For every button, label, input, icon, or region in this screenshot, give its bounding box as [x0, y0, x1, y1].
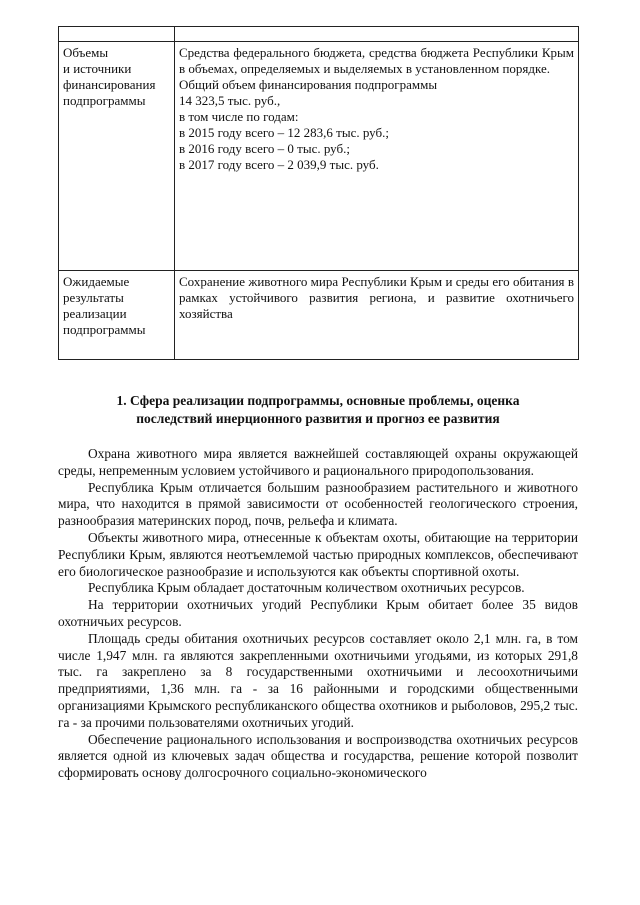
table-row-empty [59, 27, 579, 42]
financing-content [175, 42, 579, 271]
section-body [58, 446, 578, 782]
paragraph: Объекты животного мира, отнесенные к объектам охоты, обитающие на территории Республики Крым, являются неотъемлемой частью природных комплексов, обеспечивают его биологическое разнообразие и используются как объекты спортивной охоты. [58, 529, 578, 579]
financing-label [59, 42, 175, 271]
financing-year-2015: в 2015 году всего – 12 283,6 тыс. руб.; [179, 125, 389, 140]
results-text: Сохранение животного мира Республики Крым и среды его обитания в рамках устойчивого развития региона, и развитие охотничьего хозяйства [179, 274, 574, 321]
paragraph: Республика Крым отличается большим разнообразием растительного и животного мира, что находится в прямой зависимости от особенностей геологического строения, разнообразия материнских пород, почв, рельефа и климата. [58, 479, 578, 529]
financing-by-years-label: в том числе по годам: [179, 109, 299, 124]
paragraph: Республика Крым обладает достаточным количеством охотничьих ресурсов. [88, 580, 525, 596]
financing-total-label: Общий объем финансирования подпрограммы [179, 77, 438, 92]
financing-label-text: Объемы и источники финансирования подпрограммы [63, 45, 156, 108]
paragraph: Площадь среды обитания охотничьих ресурсов составляет около 2,1 млн. га, в том числе 1,947 млн. га являются закрепленными охотничьими угодьями, из которых 291,8 тыс. га закреплено за 8 государственными охотничьими и лесоохотничьими предприятиями, 1,36 млн. га - за 16 районными и городскими общественными организациями Крымского республиканского общества охотников и рыболовов, 295,2 тыс. га - за прочими пользователями охотничьих угодий. [58, 630, 578, 730]
results-label [59, 271, 175, 360]
results-content [175, 271, 579, 360]
financing-year-2017: в 2017 году всего – 2 039,9 тыс. руб. [179, 157, 379, 172]
table-row-results [59, 271, 579, 360]
table-row-financing [59, 42, 579, 271]
section-heading-line-2: последствий инерционного развития и прогноз ее развития [136, 411, 500, 426]
section-heading-line-1: 1. Сфера реализации подпрограммы, основные проблемы, оценка [116, 393, 520, 408]
table-cell-empty [175, 27, 579, 42]
section-heading [58, 392, 578, 428]
subprogram-passport-table [58, 26, 579, 360]
table-cell-empty [59, 27, 175, 42]
paragraph: Обеспечение рационального использования и воспроизводства охотничьих ресурсов является одной из ключевых задач общества и государства, решение которой позволит сформировать основу долгосрочного социально-экономического [58, 731, 578, 781]
financing-sources-text: Средства федерального бюджета, средства бюджета Республики Крым в объемах, определяемых и выделяемых в установленном порядке. [179, 45, 574, 76]
paragraph: На территории охотничьих угодий Республики Крым обитает более 35 видов охотничьих ресурсов. [58, 597, 578, 629]
financing-year-2016: в 2016 году всего – 0 тыс. руб.; [179, 141, 350, 156]
results-label-text: Ожидаемые результаты реализации подпрограммы [63, 274, 146, 337]
paragraph: Охрана животного мира является важнейшей составляющей охраны окружающей среды, непременным условием устойчивого и рационального природопользования. [58, 446, 578, 478]
financing-total-amount: 14 323,5 тыс. руб., [179, 93, 281, 108]
